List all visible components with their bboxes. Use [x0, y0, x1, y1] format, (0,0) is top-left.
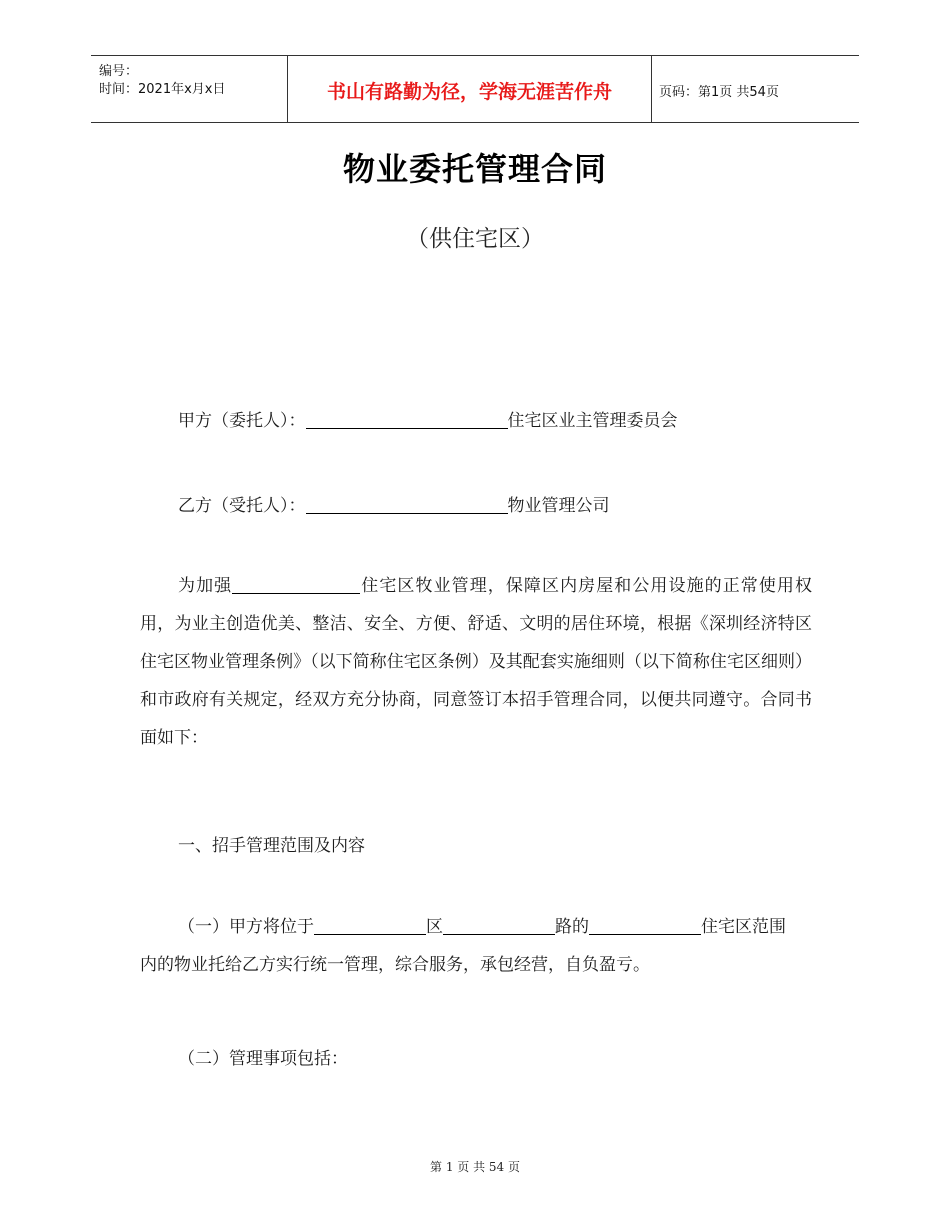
party-b-suffix: 物业管理公司 — [507, 496, 610, 516]
document-title: 物业委托管理合同 — [342, 150, 607, 188]
party-b-blank — [306, 495, 508, 514]
section-1-title: 一、招手管理范围及内容 — [178, 836, 365, 856]
header-page-cell — [650, 56, 859, 122]
intro-blank — [232, 575, 360, 594]
item-1-blank-2 — [443, 916, 555, 935]
item-1-road: 路的 — [555, 917, 589, 937]
doc-time-label: 时间：2021年x月x日 — [99, 82, 226, 97]
header-info-cell — [91, 56, 287, 122]
item-1-first-line — [140, 908, 812, 946]
header-table — [91, 55, 859, 123]
party-a-line — [178, 406, 678, 431]
intro-paragraph — [140, 567, 812, 757]
party-b-label: 乙方（受托人）： — [178, 496, 306, 516]
item-2-title: （二）管理事项包括： — [178, 1049, 348, 1069]
header-motto: 书山有路勤为径，学海无涯苦作舟 — [326, 81, 612, 103]
header-page-label: 页码：第1页 共54页 — [659, 85, 779, 100]
item-1-lead: （一）甲方将位于 — [178, 917, 314, 937]
item-1-paragraph — [140, 908, 812, 984]
document-subtitle: （供住宅区） — [406, 226, 544, 252]
intro-lead: 为加强 — [178, 576, 233, 596]
header-motto-cell — [287, 56, 652, 122]
page-footer: 第 1 页 共 54 页 — [430, 1160, 520, 1174]
item-1-district: 区 — [426, 917, 443, 937]
item-1-blank-3 — [589, 916, 701, 935]
party-a-suffix: 住宅区业主管理委员会 — [507, 411, 678, 431]
doc-code-label: 编号： — [99, 64, 139, 79]
item-1-second-line: 内的物业托给乙方实行统一管理，综合服务，承包经营，自负盈亏。 — [140, 955, 650, 975]
party-a-label: 甲方（委托人）： — [178, 411, 306, 431]
intro-text: 住宅区牧业管理，保障区内房屋和公用设施的正常使用权用，为业主创造优美、整洁、安全、方便、舒适、文明的居住环境，根据《深圳经济特区住宅区物业管理条例》（以下简称住宅区条例）及其配套实施细则（以下简称住宅区细则）和市政府有关规定，经双方充分协商，同意签订本招手管理合同，以便共同遵守。合同书面如下： — [140, 576, 813, 748]
party-a-blank — [306, 410, 508, 429]
item-1-tail: 住宅区范围 — [701, 917, 786, 937]
party-b-line — [178, 491, 610, 516]
item-1-blank-1 — [314, 916, 426, 935]
